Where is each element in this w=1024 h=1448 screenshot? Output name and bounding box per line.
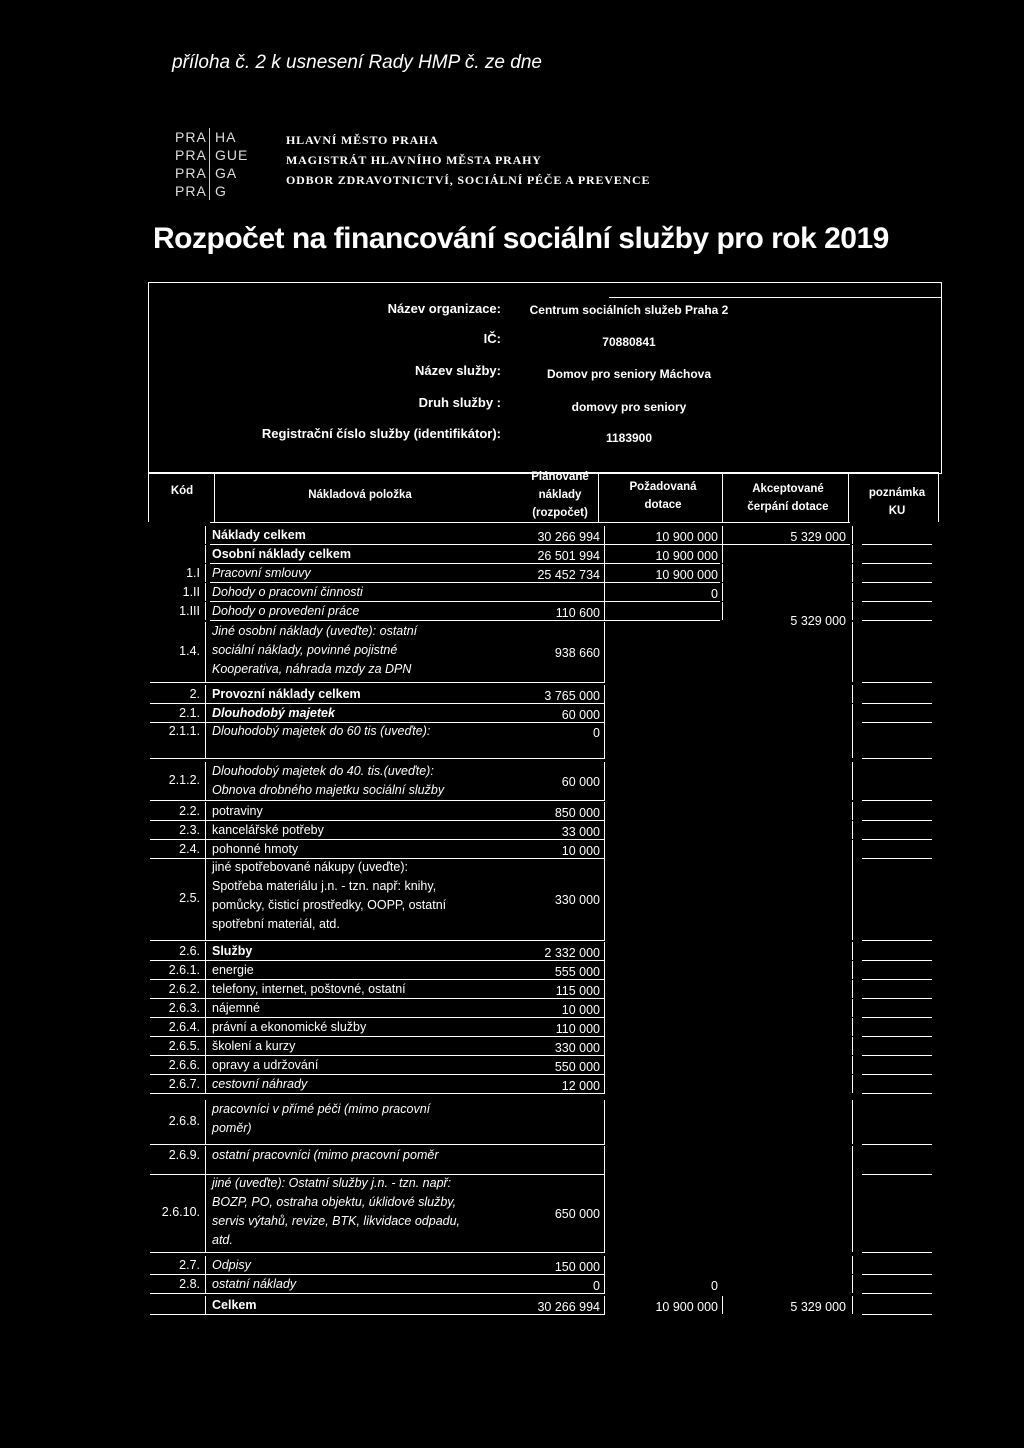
row-item: pohonné hmoty xyxy=(212,842,299,856)
planned-value: 0 xyxy=(593,1279,600,1293)
note-border xyxy=(862,858,932,859)
note-border xyxy=(862,682,932,683)
note-border xyxy=(862,601,932,602)
planned-value: 60 000 xyxy=(561,775,600,789)
table-border xyxy=(148,472,149,522)
row-border xyxy=(150,1174,605,1175)
col-border xyxy=(852,622,853,682)
col-border xyxy=(852,545,853,563)
col-border xyxy=(205,685,206,703)
note-border xyxy=(862,703,932,704)
note-border xyxy=(862,960,932,961)
requested-value: 10 900 000 xyxy=(655,1300,718,1314)
col-border xyxy=(852,564,853,582)
col-border xyxy=(604,858,605,940)
note-border xyxy=(862,544,932,545)
col-border xyxy=(205,999,206,1017)
header-line: náklady xyxy=(538,489,582,501)
note-border xyxy=(862,563,932,564)
planned-value: 110 600 xyxy=(555,606,600,620)
col-border xyxy=(852,526,853,544)
note-border xyxy=(862,1036,932,1037)
note-border xyxy=(862,582,932,583)
planned-value: 555 000 xyxy=(554,965,600,979)
row-item: Dlouhodobý majetek do 40. tis.(uveďte): xyxy=(212,764,434,778)
col-border xyxy=(205,583,206,601)
col-border xyxy=(852,704,853,722)
logo-text: GA xyxy=(215,165,238,181)
row-code: 1.II xyxy=(182,585,200,599)
col-border xyxy=(205,704,206,722)
row-item: ostatní pracovníci (mimo pracovní poměr xyxy=(212,1148,439,1162)
row-item: Služby xyxy=(212,944,253,958)
col-border xyxy=(205,1075,206,1093)
col-border xyxy=(604,1037,605,1055)
col-border xyxy=(604,1146,605,1174)
row-item: Pracovní smlouvy xyxy=(212,566,311,580)
requested-value: 0 xyxy=(711,587,718,601)
col-border xyxy=(604,1075,605,1093)
col-border xyxy=(852,602,853,620)
col-border xyxy=(852,685,853,703)
row-item: sociální náklady, povinné pojistné xyxy=(212,643,398,657)
col-border xyxy=(852,1037,853,1055)
row-border xyxy=(150,940,605,941)
row-code: 2.1. xyxy=(179,706,200,720)
col-border xyxy=(604,602,605,620)
row-item: cestovní náhrady xyxy=(212,1077,308,1091)
note-border xyxy=(862,1055,932,1056)
planned-value: 26 501 994 xyxy=(537,549,600,563)
row-item: ostatní náklady xyxy=(212,1277,297,1291)
col-border xyxy=(852,858,853,940)
col-border xyxy=(205,858,206,940)
col-border xyxy=(205,526,206,544)
table-border xyxy=(848,472,849,522)
type-label: Druh služby : xyxy=(418,395,501,410)
requested-value: 10 900 000 xyxy=(655,568,718,582)
col-header-planned xyxy=(500,468,620,522)
planned-value: 110 000 xyxy=(555,1022,600,1036)
col-header-item: Nákladová položka xyxy=(308,489,412,501)
requested-value: 0 xyxy=(711,1279,718,1293)
planned-value: 150 000 xyxy=(554,1260,600,1274)
planned-value: 938 660 xyxy=(554,646,600,660)
note-border xyxy=(862,820,932,821)
logo-text: PRA xyxy=(175,147,207,163)
row-code: 2.6.6. xyxy=(168,1058,200,1072)
col-border xyxy=(852,1100,853,1144)
row-item: spotřební materiál, atd. xyxy=(212,917,340,931)
row-item: Osobní náklady celkem xyxy=(212,547,351,561)
planned-value: 33 000 xyxy=(561,825,600,839)
header-line: dotace xyxy=(644,499,682,511)
row-border xyxy=(150,682,605,683)
note-border xyxy=(862,1017,932,1018)
col-border xyxy=(604,622,605,682)
row-border xyxy=(150,758,605,759)
note-border xyxy=(862,940,932,941)
col-border xyxy=(205,564,206,582)
row-code: 2.6. xyxy=(179,944,200,958)
row-item: poměr) xyxy=(212,1121,252,1135)
header-line: poznámka xyxy=(868,487,926,499)
row-item: právní a ekonomické služby xyxy=(212,1020,367,1034)
col-border xyxy=(604,1256,605,1274)
org-label: Název organizace: xyxy=(387,301,501,316)
note-border xyxy=(862,1144,932,1145)
col-border xyxy=(205,1018,206,1036)
row-item: Dlouhodobý majetek xyxy=(212,706,335,720)
col-border xyxy=(205,1174,206,1252)
row-item: školení a kurzy xyxy=(212,1039,296,1053)
header-line: Akceptované xyxy=(752,483,824,495)
row-item: jiné spotřebované nákupy (uveďte): xyxy=(212,860,408,874)
row-item: kancelářské potřeby xyxy=(212,823,324,837)
col-border xyxy=(852,762,853,800)
row-item: Odpisy xyxy=(212,1258,251,1272)
reg-label: Registrační číslo služby (identifikátor): xyxy=(261,426,501,441)
row-item: nájemné xyxy=(212,1001,260,1015)
row-item: Jiné osobní náklady (uveďte): ostatní xyxy=(212,624,418,638)
accepted-value: 5 329 000 xyxy=(790,1300,846,1314)
row-code: 2.6.4. xyxy=(168,1020,200,1034)
table-border xyxy=(214,472,215,522)
col-border xyxy=(205,802,206,820)
row-item: Náklady celkem xyxy=(212,528,306,542)
row-code: 1.III xyxy=(179,604,200,618)
header-line: (rozpočet) xyxy=(532,507,588,519)
service-label: Název služby: xyxy=(415,363,501,378)
col-border xyxy=(604,980,605,998)
planned-value: 10 000 xyxy=(561,1003,600,1017)
planned-value: 0 xyxy=(593,726,600,740)
planned-value: 2 332 000 xyxy=(544,946,600,960)
row-item: potraviny xyxy=(212,804,263,818)
row-code: 2.3. xyxy=(179,823,200,837)
org-line: HLAVNÍ MĚSTO PRAHA xyxy=(286,133,439,147)
note-border xyxy=(862,722,932,723)
row-item: Provozní náklady celkem xyxy=(212,687,361,701)
note-border xyxy=(862,1252,932,1253)
col-border xyxy=(604,704,605,722)
row-code: 2.1.1. xyxy=(168,724,200,738)
planned-value: 550 000 xyxy=(554,1060,600,1074)
row-item: atd. xyxy=(212,1233,233,1247)
col-border xyxy=(722,545,723,563)
col-border xyxy=(852,999,853,1017)
planned-value: 650 000 xyxy=(554,1207,600,1221)
planned-value: 30 266 994 xyxy=(537,530,600,544)
note-border xyxy=(862,1174,932,1175)
col-border xyxy=(852,1056,853,1074)
col-border xyxy=(604,722,605,758)
attachment-note: příloha č. 2 k usnesení Rady HMP č. ze dne xyxy=(172,52,542,73)
col-border xyxy=(205,1275,206,1293)
row-code: 2.8. xyxy=(179,1277,200,1291)
col-border xyxy=(205,1146,206,1174)
col-border xyxy=(852,961,853,979)
reg-value: 1183900 xyxy=(605,431,653,445)
col-border xyxy=(604,1056,605,1074)
row-item: Dlouhodobý majetek do 60 tis (uveďte): xyxy=(212,724,431,738)
planned-value: 30 266 994 xyxy=(537,1300,600,1314)
col-border xyxy=(852,821,853,839)
col-border xyxy=(852,722,853,758)
col-border xyxy=(205,722,206,758)
col-border xyxy=(604,999,605,1017)
row-item: Dohody o pracovní činnosti xyxy=(212,585,363,599)
col-border xyxy=(722,564,723,582)
row-code: 2. xyxy=(189,687,200,701)
row-item: energie xyxy=(212,963,254,977)
row-item: jiné (uveďte): Ostatní služby j.n. - tzn. např: xyxy=(212,1176,452,1190)
row-code: 2.6.3. xyxy=(168,1001,200,1015)
logo-text: GUE xyxy=(215,147,249,163)
col-border xyxy=(852,1075,853,1093)
note-border xyxy=(862,839,932,840)
col-border xyxy=(852,1174,853,1252)
col-border xyxy=(852,980,853,998)
planned-value: 330 000 xyxy=(554,1041,600,1055)
row-code: 2.6.10. xyxy=(161,1205,200,1219)
org-line: ODBOR ZDRAVOTNICTVÍ, SOCIÁLNÍ PÉČE A PREVENCE xyxy=(286,173,651,187)
row-code: 2.7. xyxy=(179,1258,200,1272)
type-value: domovy pro seniory xyxy=(571,400,687,414)
page-title: Rozpočet na financování sociální služby pro rok 2019 xyxy=(153,222,889,255)
row-code: 2.6.2. xyxy=(168,982,200,996)
col-border xyxy=(604,1018,605,1036)
header-line: čerpání dotace xyxy=(747,501,829,513)
note-border xyxy=(862,998,932,999)
header-line: Plánované xyxy=(531,471,589,483)
col-header-note xyxy=(852,484,942,520)
col-border xyxy=(604,942,605,960)
row-item: pomůcky, čisticí prostředky, OOPP, ostatní xyxy=(212,898,447,912)
note-border xyxy=(862,758,932,759)
planned-value: 3 765 000 xyxy=(544,689,600,703)
header-line: Požadovaná xyxy=(629,481,697,493)
col-border xyxy=(722,583,723,601)
col-border xyxy=(205,980,206,998)
planned-value: 10 000 xyxy=(561,844,600,858)
col-border xyxy=(205,1056,206,1074)
row-border xyxy=(150,1144,605,1145)
note-border xyxy=(862,1093,932,1094)
ic-value: 70880841 xyxy=(602,335,656,349)
col-border xyxy=(604,762,605,800)
row-code: 2.6.5. xyxy=(168,1039,200,1053)
col-border xyxy=(604,840,605,858)
col-border xyxy=(205,942,206,960)
row-code: 2.1.2. xyxy=(168,773,200,787)
note-border xyxy=(862,979,932,980)
logo-text: PRA xyxy=(175,165,207,181)
table-border xyxy=(210,522,850,523)
col-border xyxy=(852,1256,853,1274)
row-item: Celkem xyxy=(212,1298,257,1312)
col-border xyxy=(852,1296,853,1314)
row-code: 2.5. xyxy=(179,891,200,905)
row-item: pracovníci v přímé péči (mimo pracovní xyxy=(212,1102,431,1116)
row-item: opravy a udržování xyxy=(212,1058,319,1072)
service-value: Domov pro seniory Máchova xyxy=(546,367,712,381)
requested-value: 10 900 000 xyxy=(655,530,718,544)
row-item: BOZP, PO, ostraha objektu, úklidové služby, xyxy=(212,1195,457,1209)
col-border xyxy=(205,1100,206,1144)
row-code: 2.6.7. xyxy=(168,1077,200,1091)
note-border xyxy=(862,1074,932,1075)
accepted-value: 5 329 000 xyxy=(790,614,846,628)
planned-value: 330 000 xyxy=(554,893,600,907)
col-border xyxy=(205,1037,206,1055)
col-border xyxy=(604,1174,605,1252)
col-border xyxy=(604,961,605,979)
requested-value: 10 900 000 xyxy=(655,549,718,563)
col-header-code: Kód xyxy=(170,485,194,497)
row-code: 2.4. xyxy=(179,842,200,856)
row-item: Obnova drobného majetku sociální služby xyxy=(212,783,445,797)
ic-label: IČ: xyxy=(483,331,501,346)
logo-text: HA xyxy=(215,129,237,145)
col-header-accepted xyxy=(728,480,848,516)
col-border xyxy=(604,821,605,839)
col-border xyxy=(604,685,605,703)
planned-value: 12 000 xyxy=(561,1079,600,1093)
row-item: telefony, internet, poštovné, ostatní xyxy=(212,982,406,996)
header-line: KU xyxy=(888,505,906,517)
row-item: Kooperativa, náhrada mzdy za DPN xyxy=(212,662,412,676)
col-border xyxy=(205,762,206,800)
planned-value: 25 452 734 xyxy=(537,568,600,582)
col-border xyxy=(205,545,206,563)
col-border xyxy=(205,1256,206,1274)
note-border xyxy=(862,800,932,801)
table-border xyxy=(722,472,723,522)
col-border xyxy=(205,1296,206,1314)
row-code: 2.2. xyxy=(179,804,200,818)
col-border xyxy=(205,840,206,858)
logo-text: PRA xyxy=(175,129,207,145)
col-border xyxy=(852,802,853,820)
note-border xyxy=(862,620,932,621)
col-border xyxy=(852,942,853,960)
col-border xyxy=(852,583,853,601)
col-header-requested xyxy=(608,478,718,514)
col-border xyxy=(604,1100,605,1144)
row-border xyxy=(150,800,605,801)
row-item: Spotřeba materiálu j.n. - tzn. např: knihy, xyxy=(212,879,437,893)
col-border xyxy=(205,821,206,839)
planned-value: 115 000 xyxy=(555,984,600,998)
col-border xyxy=(852,1018,853,1036)
logo-text: PRA xyxy=(175,183,207,199)
col-border xyxy=(604,802,605,820)
row-code: 1.I xyxy=(186,566,200,580)
note-border xyxy=(862,1314,932,1315)
col-border xyxy=(852,1275,853,1293)
col-border xyxy=(852,1146,853,1174)
planned-value: 850 000 xyxy=(554,806,600,820)
accepted-value: 5 329 000 xyxy=(790,530,846,544)
row-code: 2.6.8. xyxy=(168,1114,200,1128)
row-code: 2.6.1. xyxy=(168,963,200,977)
row-item: servis výtahů, revize, BTK, likvidace odpadu, xyxy=(212,1214,461,1228)
col-border xyxy=(852,840,853,858)
logo-text: G xyxy=(215,183,227,199)
note-border xyxy=(862,1274,932,1275)
planned-value: 60 000 xyxy=(561,708,600,722)
row-code: 2.6.9. xyxy=(168,1148,200,1162)
org-value: Centrum sociálních služeb Praha 2 xyxy=(529,303,729,317)
col-border xyxy=(205,602,206,620)
row-code: 1.4. xyxy=(179,644,200,658)
note-border xyxy=(862,1293,932,1294)
org-line: MAGISTRÁT HLAVNÍHO MĚSTA PRAHY xyxy=(286,153,542,167)
col-border xyxy=(205,961,206,979)
row-border xyxy=(150,1252,605,1253)
col-border xyxy=(205,622,206,682)
row-item: Dohody o provedení práce xyxy=(212,604,360,618)
